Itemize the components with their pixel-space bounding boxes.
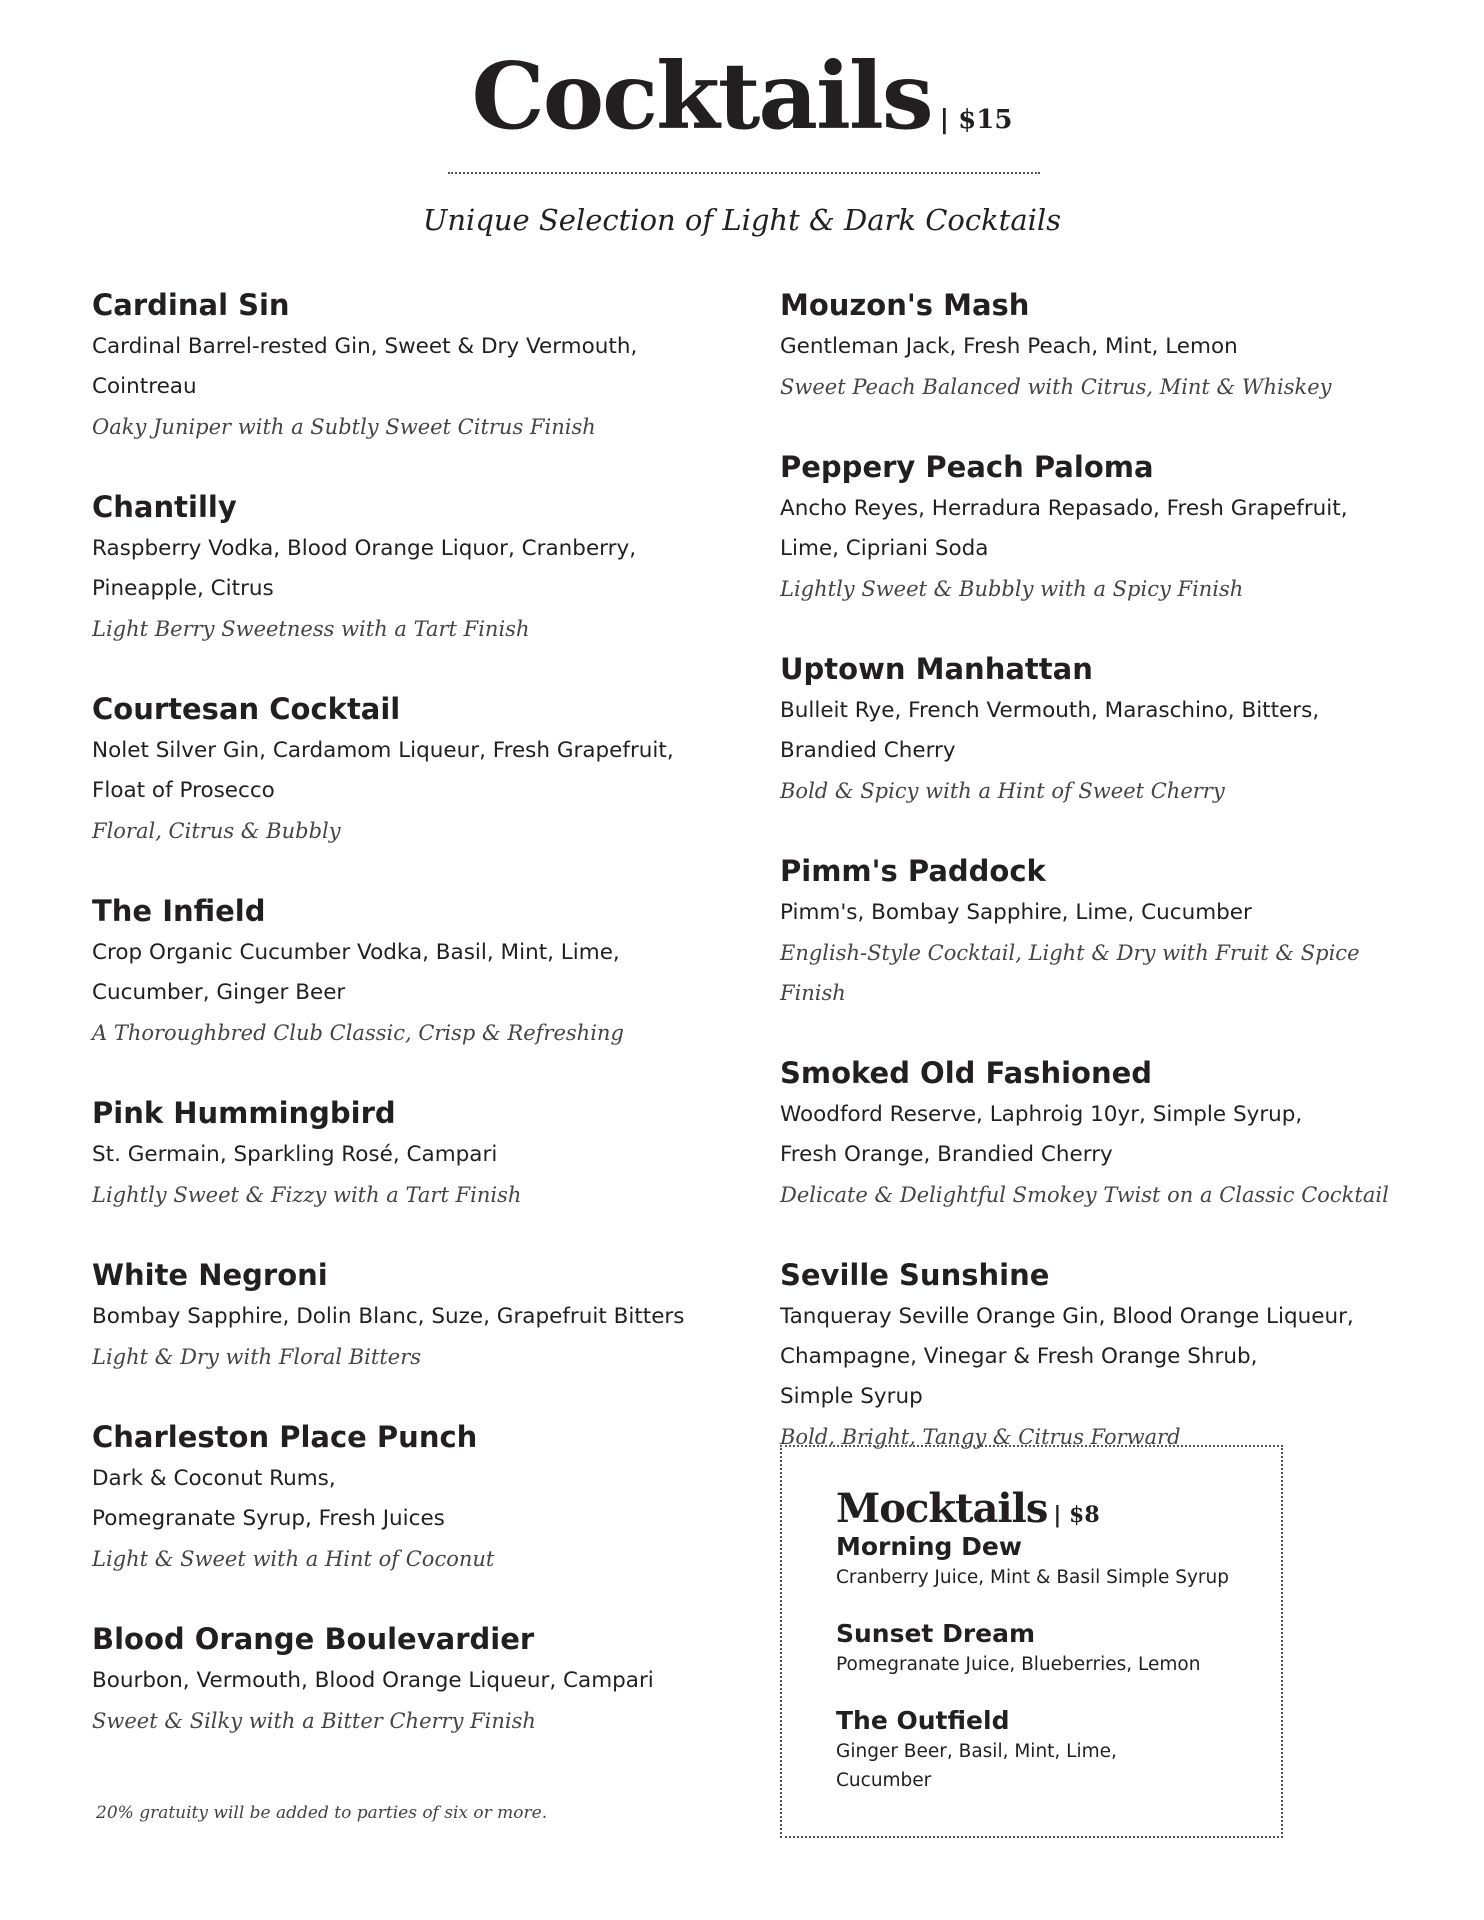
item-description: Light Berry Sweetness with a Tart Finish <box>92 617 530 641</box>
menu-item <box>92 283 732 447</box>
item-description: Delicate & Delightful Smokey Twist on a Classic Cocktail <box>780 1183 1389 1207</box>
right-column <box>780 283 1420 1495</box>
menu-header <box>0 42 1484 150</box>
mocktail-name: Sunset Dream <box>836 1619 1036 1648</box>
menu-item <box>780 445 1420 609</box>
item-name: Pimm's Paddock <box>780 854 1046 888</box>
item-ingredients: Dark & Coconut Rums, <box>92 1466 336 1491</box>
left-column <box>92 283 732 1779</box>
item-ingredients: Nolet Silver Gin, Cardamom Liqueur, Fresh Grapefruit, <box>92 738 674 763</box>
item-name: Chantilly <box>92 490 237 524</box>
item-name: Uptown Manhattan <box>780 652 1093 686</box>
cocktail-price: | $15 <box>939 105 1013 135</box>
item-name: Cardinal Sin <box>92 288 290 322</box>
mocktail-ingredients: Pomegranate Juice, Blueberries, Lemon <box>836 1654 1201 1675</box>
menu-item <box>92 1617 732 1741</box>
item-ingredients: Fresh Orange, Brandied Cherry <box>780 1142 1113 1167</box>
gratuity-note: 20% gratuity will be added to parties of six or more. <box>96 1803 548 1823</box>
item-ingredients: Champagne, Vinegar & Fresh Orange Shrub, <box>780 1344 1258 1369</box>
item-name: Charleston Place Punch <box>92 1420 478 1454</box>
item-ingredients: Cointreau <box>92 374 197 399</box>
item-ingredients: Bourbon, Vermouth, Blood Orange Liqueur, Campari <box>92 1668 654 1693</box>
item-description: Lightly Sweet & Bubbly with a Spicy Finish <box>780 577 1244 601</box>
item-name: Pink Hummingbird <box>92 1096 396 1130</box>
mocktails-title-row <box>836 1487 1261 1531</box>
item-ingredients: Cardinal Barrel-rested Gin, Sweet & Dry Vermouth, <box>92 334 638 359</box>
menu-item <box>92 485 732 649</box>
item-ingredients: Pimm's, Bombay Sapphire, Lime, Cucumber <box>780 900 1252 925</box>
menu-item <box>780 283 1420 407</box>
item-description: Lightly Sweet & Fizzy with a Tart Finish <box>92 1183 522 1207</box>
item-ingredients: Pomegranate Syrup, Fresh Juices <box>92 1506 445 1531</box>
item-ingredients: Ancho Reyes, Herradura Repasado, Fresh Grapefruit, <box>780 496 1348 521</box>
item-ingredients: Tanqueray Seville Orange Gin, Blood Orange Liqueur, <box>780 1304 1354 1329</box>
item-name: Courtesan Cocktail <box>92 692 401 726</box>
item-ingredients: Raspberry Vodka, Blood Orange Liquor, Cranberry, <box>92 536 637 561</box>
menu-item <box>780 1051 1420 1215</box>
item-ingredients: Cucumber, Ginger Beer <box>92 980 346 1005</box>
mocktails-price: | $8 <box>1053 1502 1100 1528</box>
mocktail-ingredients: Cucumber <box>836 1770 932 1791</box>
item-description: Bold & Spicy with a Hint of Sweet Cherry <box>780 779 1225 803</box>
item-name: Seville Sunshine <box>780 1258 1050 1292</box>
item-ingredients: Bombay Sapphire, Dolin Blanc, Suze, Grapefruit Bitters <box>92 1304 685 1329</box>
mocktails-title: Mocktails <box>836 1485 1048 1532</box>
page-subtitle: Unique Selection of Light & Dark Cocktails <box>422 203 1062 237</box>
item-ingredients: St. Germain, Sparkling Rosé, Campari <box>92 1142 498 1167</box>
item-ingredients: Woodford Reserve, Laphroig 10yr, Simple Syrup, <box>780 1102 1303 1127</box>
menu-item <box>780 1253 1420 1457</box>
item-description: Bold, Bright, Tangy & Citrus Forward <box>780 1425 1181 1449</box>
item-ingredients: Simple Syrup <box>780 1384 923 1409</box>
mocktail-ingredients: Ginger Beer, Basil, Mint, Lime, <box>836 1741 1117 1762</box>
menu-item <box>780 647 1420 811</box>
menu-item <box>92 1091 732 1215</box>
item-name: Mouzon's Mash <box>780 288 1030 322</box>
item-description: Sweet & Silky with a Bitter Cherry Finish <box>92 1709 536 1733</box>
item-description: Light & Dry with Floral Bitters <box>92 1345 422 1369</box>
mocktail-name: Morning Dew <box>836 1532 1022 1561</box>
page-title: Cocktails <box>471 42 932 150</box>
menu-item <box>92 1415 732 1579</box>
item-ingredients: Lime, Cipriani Soda <box>780 536 989 561</box>
item-description: A Thoroughbred Club Classic, Crisp & Refreshing <box>92 1021 624 1045</box>
mocktails-list <box>836 1531 1261 1795</box>
item-description: English-Style Cocktail, Light & Dry with Fruit & Spice Finish <box>780 941 1360 1005</box>
item-ingredients: Pineapple, Citrus <box>92 576 274 601</box>
menu-item <box>92 687 732 851</box>
item-ingredients: Gentleman Jack, Fresh Peach, Mint, Lemon <box>780 334 1238 359</box>
item-description: Light & Sweet with a Hint of Coconut <box>92 1547 495 1571</box>
mocktails-box <box>780 1445 1283 1838</box>
item-ingredients: Float of Prosecco <box>92 778 275 803</box>
mocktail-name: The Outfield <box>836 1706 1010 1735</box>
item-name: Peppery Peach Paloma <box>780 450 1154 484</box>
mocktail-item <box>836 1531 1261 1592</box>
dotted-divider <box>448 172 1040 174</box>
item-description: Floral, Citrus & Bubbly <box>92 819 341 843</box>
mocktail-ingredients: Cranberry Juice, Mint & Basil Simple Syrup <box>836 1567 1229 1588</box>
mocktail-item <box>836 1618 1261 1679</box>
menu-item <box>780 849 1420 1013</box>
item-ingredients: Brandied Cherry <box>780 738 956 763</box>
item-name: Smoked Old Fashioned <box>780 1056 1153 1090</box>
item-name: White Negroni <box>92 1258 328 1292</box>
item-name: Blood Orange Boulevardier <box>92 1622 535 1656</box>
item-ingredients: Bulleit Rye, French Vermouth, Maraschino, Bitters, <box>780 698 1320 723</box>
item-description: Oaky Juniper with a Subtly Sweet Citrus Finish <box>92 415 596 439</box>
item-description: Sweet Peach Balanced with Citrus, Mint & Whiskey <box>780 375 1332 399</box>
title-row <box>471 42 1013 150</box>
menu-item <box>92 889 732 1053</box>
item-name: The Infield <box>92 894 266 928</box>
mocktail-item <box>836 1705 1261 1795</box>
menu-item <box>92 1253 732 1377</box>
item-ingredients: Crop Organic Cucumber Vodka, Basil, Mint, Lime, <box>92 940 620 965</box>
